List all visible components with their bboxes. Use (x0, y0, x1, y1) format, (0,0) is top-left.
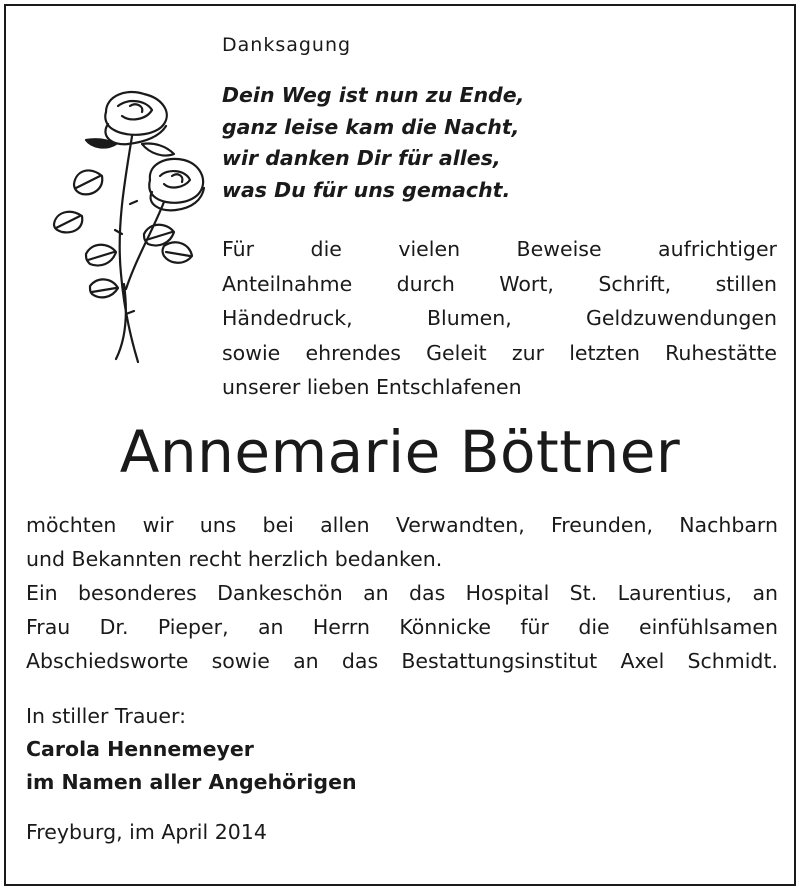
intro-line: Händedruck, Blumen, Geldzuwendungen (222, 306, 777, 330)
heading-title: Danksagung (222, 34, 352, 56)
signature-name: Carola Hennemeyer (26, 737, 254, 761)
signature-block (26, 700, 357, 799)
memorial-verse (222, 80, 524, 206)
thanks-line: Frau Dr. Pieper, an Herrn Könnicke für die einfühlsamen (26, 615, 778, 639)
place-date: Freyburg, im April 2014 (26, 820, 267, 844)
deceased-name: Annemarie Böttner (119, 418, 681, 486)
intro-line: Anteilnahme durch Wort, Schrift, stillen (222, 271, 777, 296)
intro-line: Für die vielen Beweise aufrichtiger (222, 237, 777, 261)
verse-line: wir danken Dir für alles, (222, 146, 501, 170)
signature-on-behalf: im Namen aller Angehörigen (26, 770, 357, 794)
thanks-line: und Bekannten recht herzlich bedanken. (26, 547, 443, 571)
verse-line: was Du für uns gemacht. (222, 177, 511, 202)
obituary-notice (4, 4, 796, 886)
signature-intro: In stiller Trauer: (26, 704, 186, 728)
verse-line: ganz leise kam die Nacht, (222, 114, 520, 139)
thanks-line: Ein besonderes Dankeschön an das Hospital St. Laurentius, an (26, 581, 778, 605)
thanks-paragraph (26, 508, 778, 678)
rose-illustration (46, 84, 206, 384)
thanks-line: Abschiedsworte sowie an das Bestattungsinstitut Axel Schmidt. (26, 649, 778, 673)
intro-line: unserer lieben Entschlafenen (222, 375, 522, 399)
intro-line: sowie ehrendes Geleit zur letzten Ruhestätte (222, 340, 777, 365)
intro-paragraph (222, 232, 777, 405)
thanks-line: möchten wir uns bei allen Verwandten, Freunden, Nachbarn (26, 513, 778, 537)
verse-line: Dein Weg ist nun zu Ende, (222, 83, 525, 107)
